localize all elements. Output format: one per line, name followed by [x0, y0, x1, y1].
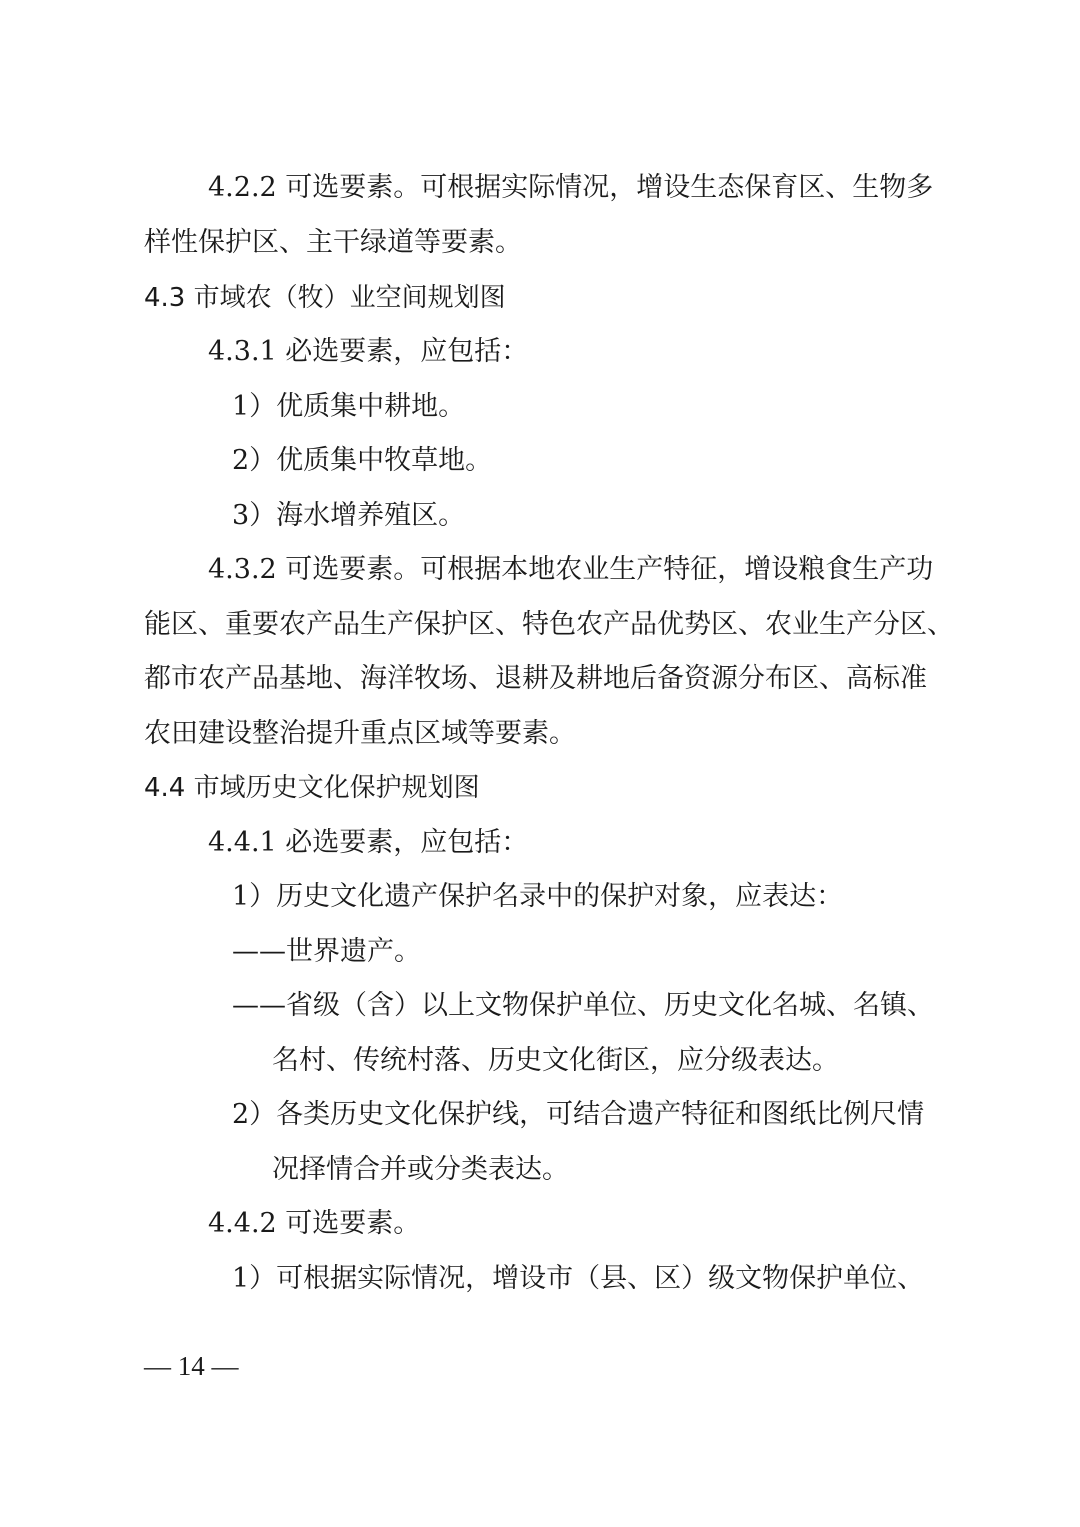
subheading-4-3-1: 4.3.1 必选要素，应包括： [208, 336, 529, 367]
subheading-4-4-1: 4.4.1 必选要素，应包括： [208, 827, 529, 858]
paragraph-4-2-2-line-2: 样性保护区、主干绿道等要素。 [144, 227, 522, 258]
paragraph-4-3-2-line-2: 能区、重要农产品生产保护区、特色农产品优势区、农业生产分区、 [144, 609, 954, 640]
list-item-4-4-1-1: 1）历史文化遗产保护名录中的保护对象，应表达： [232, 881, 844, 912]
dash-item-provincial-line-1: ——省级（含）以上文物保护单位、历史文化名城、名镇、 [232, 990, 934, 1021]
paragraph-4-3-2-line-3: 都市农产品基地、海洋牧场、退耕及耕地后备资源分布区、高标准 [144, 663, 927, 694]
list-item-4-4-1-2-line-2: 况择情合并或分类表达。 [272, 1154, 569, 1185]
list-item-4-3-1-3: 3）海水增养殖区。 [232, 500, 466, 531]
paragraph-4-2-2-line-1: 4.2.2 可选要素。可根据实际情况，增设生态保育区、生物多 [208, 172, 934, 203]
heading-4-4: 4.4 市域历史文化保护规划图 [144, 773, 480, 803]
heading-4-3: 4.3 市域农（牧）业空间规划图 [144, 283, 506, 313]
dash-item-provincial-line-2: 名村、传统村落、历史文化街区，应分级表达。 [272, 1045, 839, 1076]
paragraph-4-3-2-line-1: 4.3.2 可选要素。可根据本地农业生产特征，增设粮食生产功 [208, 554, 934, 585]
subheading-4-4-2: 4.4.2 可选要素。 [208, 1208, 421, 1239]
page-number: — 14 — [144, 1351, 239, 1381]
dash-item-world-heritage: ——世界遗产。 [232, 936, 421, 967]
paragraph-4-3-2-line-4: 农田建设整治提升重点区域等要素。 [144, 718, 576, 749]
list-item-4-4-1-2-line-1: 2）各类历史文化保护线，可结合遗产特征和图纸比例尺情 [232, 1099, 925, 1130]
list-item-4-4-2-1: 1）可根据实际情况，增设市（县、区）级文物保护单位、 [232, 1263, 925, 1294]
list-item-4-3-1-2: 2）优质集中牧草地。 [232, 445, 493, 476]
list-item-4-3-1-1: 1）优质集中耕地。 [232, 391, 466, 422]
